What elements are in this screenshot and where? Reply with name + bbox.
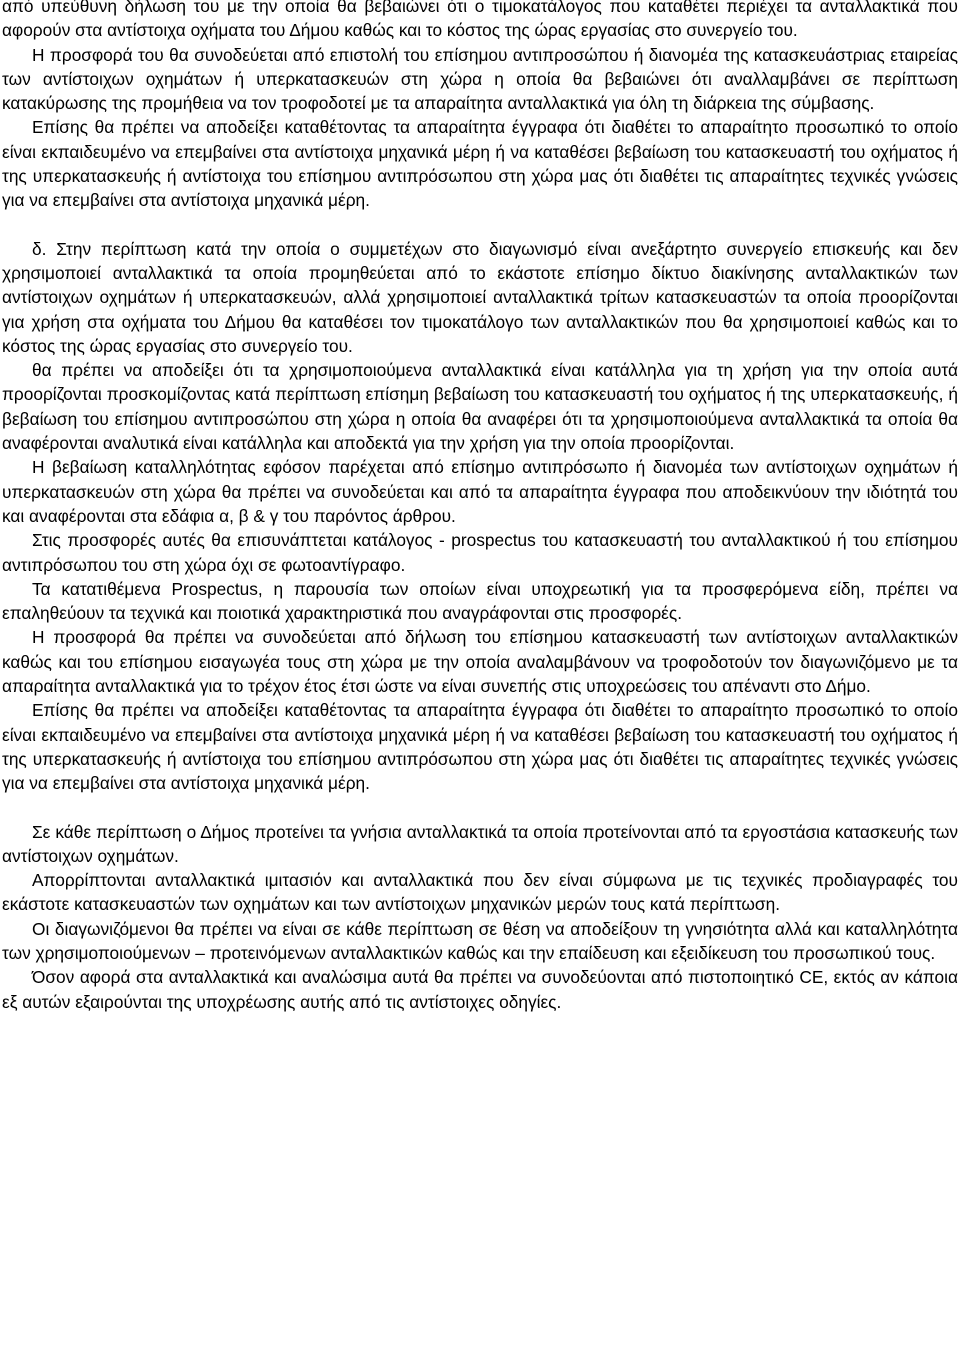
paragraph-section-d: δ. Στην περίπτωση κατά την οποία ο συμμετέχων στο διαγωνισμό είναι ανεξάρτητο συνεργείο επισκευής και δεν χρησιμοποιεί ανταλλακτικά τα οποία προμηθεύεται από το εκάστοτε επίσημο δίκτυο διακίνησης ανταλλακτικών των αντίστοιχων οχημάτων ή υπερκατασκευών, αλλά χρησιμοποιεί ανταλλακτικά τρίτων κατασκευαστών τα οποία προορίζονται για χρήση στα οχήματα του Δήμου θα καταθέσει τον τιμοκατάλογο των ανταλλακτικών που θα χρησιμοποιεί καθώς και το κόστος της ώρας εργασίας στο συνεργείο του. xyxy=(2,238,958,356)
paragraph-prospectus-verification: Τα κατατιθέμενα Prospectus, η παρουσία των οποίων είναι υποχρεωτική για τα προσφερόμενα είδη, πρέπει να επαληθεύουν τα τεχνικά και ποιοτικά χαρακτηριστικά που αναγράφονται στις προσφορές. xyxy=(2,578,958,624)
document-body xyxy=(2,0,958,1014)
paragraph-suitability-proof: θα πρέπει να αποδείξει ότι τα χρησιμοποιούμενα ανταλλακτικά είναι κατάλληλα για τη χρήση για την οποία αυτά προορίζονται προσκομίζοντας κατά περίπτωση επίσημη βεβαίωση του κατασκευαστή του οχήματος ή της υπερκατασκευής, ή βεβαίωση του επίσημου αντιπροσώπου στη χώρα η οποία θα αναφέρει ότι τα χρησιμοποιούμενα ανταλλακτικά τα οποία θα αναφέρονται αναλυτικά είναι κατάλληλα και αποδεκτά για την χρήση για την οποία προορίζονται. xyxy=(2,360,958,454)
paragraph-genuine-parts: Σε κάθε περίπτωση ο Δήμος προτείνει τα γνήσια ανταλλακτικά τα οποία προτείνονται από τα εργοστάσια κατασκευής των αντίστοιχων οχημάτων. xyxy=(2,821,958,866)
paragraph-manufacturer-declaration: Η προσφορά θα πρέπει να συνοδεύεται από δήλωση του επίσημου κατασκευαστή των αντίστοιχων ανταλλακτικών καθώς και του επίσημου εισαγωγέα τους στη χώρα με την οποία αναλαμβάνουν να τροφοδοτούν τον διαγωνιζόμενο με τα απαραίτητα ανταλλακτικά για το τρέχον έτος έτσι ώστε να είναι συνεπής στις υποχρεώσεις του απέναντι στο Δήμο. xyxy=(2,627,958,697)
paragraph-authenticity-proof: Οι διαγωνιζόμενοι θα πρέπει να είναι σε κάθε περίπτωση σε θέση να αποδείξουν τη γνησιότητα αλλά και καταλληλότητα των χρησιμοποιούμενων – προτεινόμενων ανταλλακτικών καθώς και την επαίδευση και εξειδίκευση του προσωπικού τους. xyxy=(2,918,958,963)
paragraph-spacer xyxy=(2,796,958,820)
paragraph-imitation-rejected: Απορρίπτονται ανταλλακτικά ιμιτασιόν και ανταλλακτικά που δεν είναι σύμφωνα με τις τεχνικές προδιαγραφές του εκάστοτε κατασκευαστών των οχημάτων και των αντίστοιχων μηχανικών μερών τους κατά περίπτωση. xyxy=(2,870,958,915)
paragraph-spacer xyxy=(2,213,958,237)
paragraph-staff-proof: Επίσης θα πρέπει να αποδείξει καταθέτοντας τα απαραίτητα έγγραφα ότι διαθέτει το απαραίτητο προσωπικό το οποίο είναι εκπαιδευμένο να επεμβαίνει στα αντίστοιχα μηχανικά μέρη ή να καταθέσει βεβαίωση του κατασκευαστή του οχήματος ή της υπερκατασκευής ή αντίστοιχα του επίσημου αντιπρόσωπου στη χώρα μας ότι διαθέτει τις απαραίτητες τεχνικές γνώσεις για να επεμβαίνει στα αντίστοιχα μηχανικά μέρη. xyxy=(2,117,958,211)
paragraph-staff-proof-repeat: Επίσης θα πρέπει να αποδείξει καταθέτοντας τα απαραίτητα έγγραφα ότι διαθέτει το απαραίτητο προσωπικό το οποίο είναι εκπαιδευμένο να επεμβαίνει στα αντίστοιχα μηχανικά μέρη ή να καταθέσει βεβαίωση του κατασκευαστή του οχήματος ή της υπερκατασκευής ή αντίστοιχα του επίσημου αντιπρόσωπου στη χώρα μας ότι διαθέτει τις απαραίτητες τεχνικές γνώσεις για να επεμβαίνει στα αντίστοιχα μηχανικά μέρη. xyxy=(2,700,958,794)
paragraph-continuation: από υπεύθυνη δήλωση του με την οποία θα βεβαιώνει ότι ο τιμοκατάλογος που καταθέτει περιέχει τα ανταλλακτικά που αφορούν στα αντίστοιχα οχήματα του Δήμου καθώς και το κόστος της ώρας εργασίας στο συνεργείο του. xyxy=(2,0,958,41)
paragraph-ce-certificate: Όσον αφορά στα ανταλλακτικά και αναλώσιμα αυτά θα πρέπει να συνοδεύονται από πιστοποιητικό CE, εκτός αν κάποια εξ αυτών εξαιρούνται της υποχρέωσης αυτής από τις αντίστοιχες οδηγίες. xyxy=(2,967,958,1012)
paragraph-supplier-letter: Η προσφορά του θα συνοδεύεται από επιστολή του επίσημου αντιπροσώπου ή διανομέα της κατασκευάστριας εταιρείας των αντίστοιχων οχημάτων ή υπερκατασκευών στη χώρα η οποία θα βεβαιώνει ότι αναλλαμβάνει σε περίπτωση κατακύρωσης της προμήθεια να τον τροφοδοτεί με τα απαραίτητα ανταλλακτικά για όλη τη διάρκεια της σύμβασης. xyxy=(2,44,958,114)
paragraph-suitability-certificate: Η βεβαίωση καταλληλότητας εφόσον παρέχεται από επίσημο αντιπρόσωπο ή διανομέα των αντίστοιχων οχημάτων ή υπερκατασκευών στη χώρα θα πρέπει να συνοδεύεται και από τα απαραίτητα έγγραφα που αποδεικνύουν την ιδιότητά του και αναφέρονται στα εδάφια α, β & γ του παρόντος άρθρου. xyxy=(2,457,958,526)
paragraph-prospectus-catalog: Στις προσφορές αυτές θα επισυνάπτεται κατάλογος - prospectus του κατασκευαστή του ανταλλακτικού ή του επίσημου αντιπρόσωπου του στη χώρα όχι σε φωτοαντίγραφο. xyxy=(2,530,958,575)
